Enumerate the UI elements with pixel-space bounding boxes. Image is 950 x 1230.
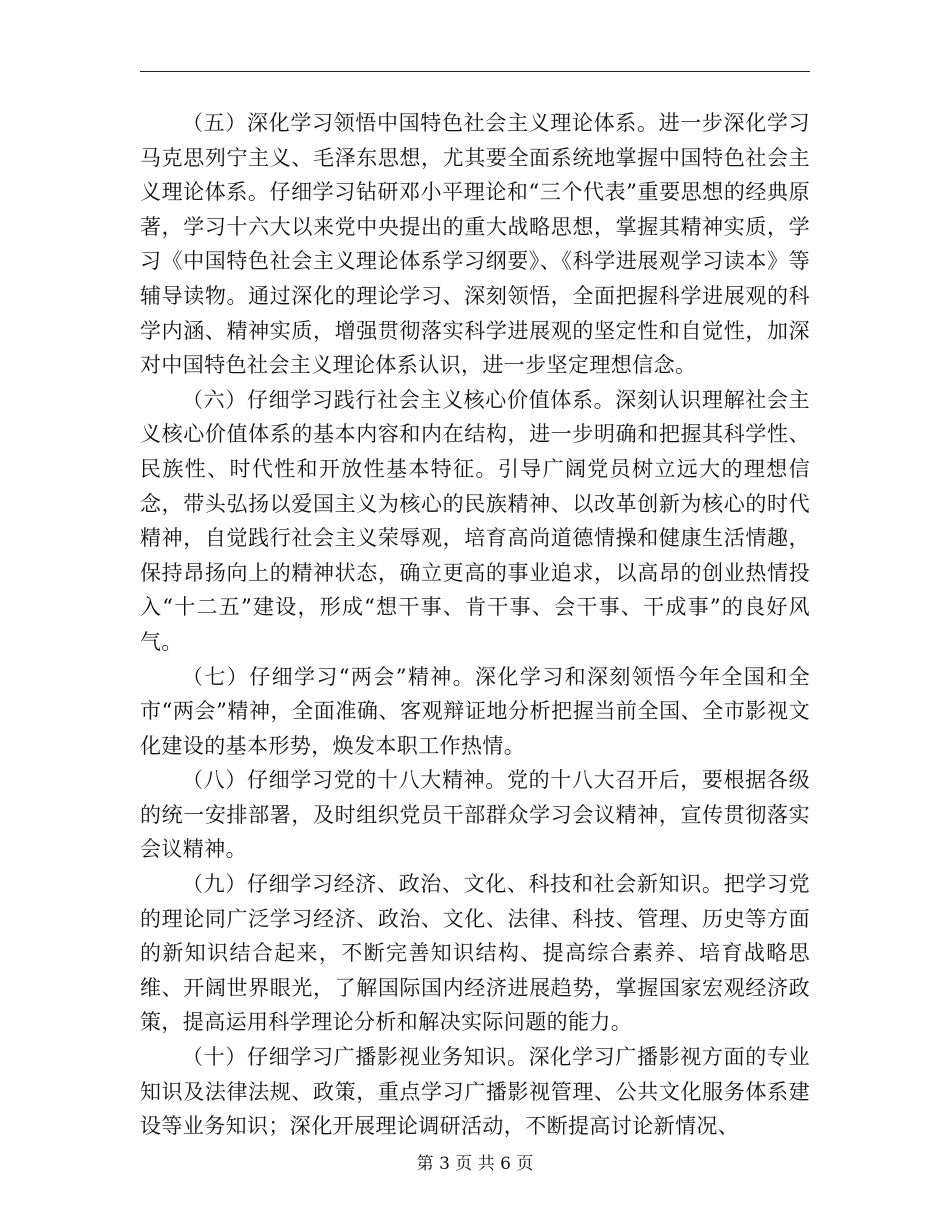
paragraph-6: （六）仔细学习践行社会主义核心价值体系。深刻认识理解社会主义核心价值体系的基本内容和内在结构，进一步明确和把握其科学性、民族性、时代性和开放性基本特征。引导广阔党员树立远大的理想信念，带头弘扬以爱国主义为核心的民族精神、以改革创新为核心的时代精神，自觉践行社会主义荣辱观，培育高尚道德情操和健康生活情趣，保持昂扬向上的精神状态，确立更高的事业追求，以高昂的创业热情投入“十二五”建设，形成“想干事、肯干事、会干事、干成事”的良好风气。 [140,387,810,654]
paragraph-9: （九）仔细学习经济、政治、文化、科技和社会新知识。把学习党的理论同广泛学习经济、政治、文化、法律、科技、管理、历史等方面的新知识结合起来，不断完善知识结构、提高综合素养、培育战略思维、开阔世界眼光，了解国际国内经济进展趋势，掌握国家宏观经济政策，提高运用科学理论分析和解决实际问题的能力。 [140,872,810,1035]
paragraph-10: （十）仔细学习广播影视业务知识。深化学习广播影视方面的专业知识及法律法规、政策，重点学习广播影视管理、公共文化服务体系建设等业务知识；深化开展理论调研活动，不断提高讨论新情况、 [140,1045,810,1139]
header-rule [140,71,810,72]
paragraph-5: （五）深化学习领悟中国特色社会主义理论体系。进一步深化学习马克思列宁主义、毛泽东思想，尤其要全面系统地掌握中国特色社会主义理论体系。仔细学习钻研邓小平理论和“三个代表”重要思想的经典原著，学习十六大以来党中央提出的重大战略思想，掌握其精神实质，学习《中国特色社会主义理论体系学习纲要》、《科学进展观学习读本》等辅导读物。通过深化的理论学习、深刻领悟，全面把握科学进展观的科学内涵、精神实质，增强贯彻落实科学进展观的坚定性和自觉性，加深对中国特色社会主义理论体系认识，进一步坚定理想信念。 [140,111,810,378]
page-number-footer: 第 3 页 共 6 页 [416,1154,534,1174]
paragraph-8: （八）仔细学习党的十八大精神。党的十八大召开后，要根据各级的统一安排部署，及时组织党员干部群众学习会议精神，宣传贯彻落实会议精神。 [140,768,810,862]
paragraph-7: （七）仔细学习“两会”精神。深化学习和深刻领悟今年全国和全市“两会”精神，全面准确、客观辩证地分析把握当前全国、全市影视文化建设的基本形势，焕发本职工作热情。 [140,664,810,758]
document-body [140,106,810,1146]
